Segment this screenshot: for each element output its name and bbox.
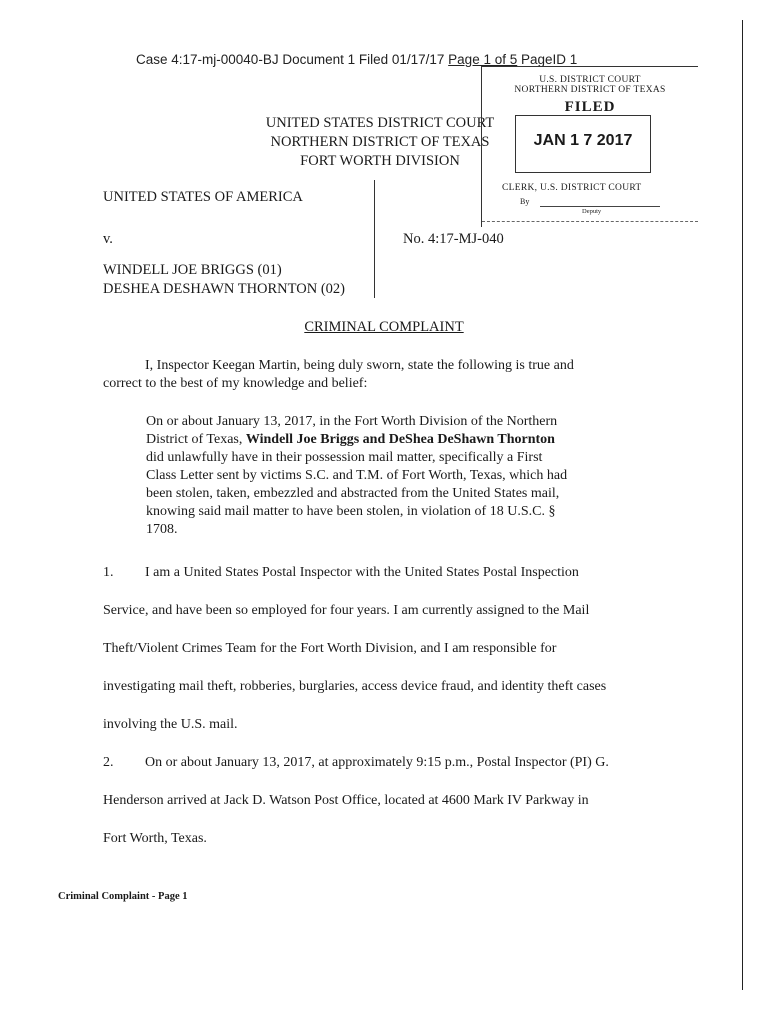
plaintiff: UNITED STATES OF AMERICA bbox=[103, 189, 303, 205]
paragraph-1-line-1: I am a United States Postal Inspector with the United States Postal Inspection bbox=[145, 565, 579, 580]
paragraph-2-line-1: On or about January 13, 2017, at approximately 9:15 p.m., Postal Inspector (PI) G. bbox=[145, 755, 609, 770]
case-line: Case 4:17-mj-00040-BJ Document 1 Filed 01/17/17 bbox=[136, 52, 449, 67]
stamp-clerk: CLERK, U.S. DISTRICT COURT bbox=[502, 183, 642, 193]
court-name: UNITED STATES DISTRICT COURT bbox=[265, 115, 495, 131]
paragraph-1-line-4: investigating mail theft, robberies, burglaries, access device fraud, and identity theft cases bbox=[103, 679, 607, 694]
stamp-court bbox=[482, 75, 698, 95]
paragraph-1-line-3: Theft/Violent Crimes Team for the Fort Worth Division, and I am responsible for bbox=[103, 641, 557, 656]
court-heading bbox=[250, 114, 510, 171]
stamp-signature-line bbox=[540, 206, 660, 207]
page-id: PageID 1 bbox=[517, 52, 578, 67]
intro-line-2: correct to the best of my knowledge and belief: bbox=[103, 376, 368, 391]
paragraph-1-line-2: Service, and have been so employed for four years. I am currently assigned to the Mail bbox=[103, 603, 590, 618]
court-division: FORT WORTH DIVISION bbox=[300, 153, 460, 169]
stamp-by: By bbox=[520, 197, 530, 206]
charge-line-1: On or about January 13, 2017, in the Fort Worth Division of the Northern bbox=[146, 414, 558, 429]
paragraph-2-line-2: Henderson arrived at Jack D. Watson Post Office, located at 4600 Mark IV Parkway in bbox=[103, 793, 589, 808]
paragraph-1-line-5: involving the U.S. mail. bbox=[103, 717, 238, 732]
versus: v. bbox=[103, 231, 113, 247]
charge-line-2-text: District of Texas, bbox=[146, 432, 246, 447]
charge-block bbox=[146, 413, 666, 539]
stamp-filed-label: FILED bbox=[564, 99, 616, 115]
charge-line-7: 1708. bbox=[146, 522, 178, 537]
charge-line-3: did unlawfully have in their possession mail matter, specifically a First bbox=[146, 450, 543, 465]
stamp-court-line2: NORTHERN DISTRICT OF TEXAS bbox=[514, 85, 666, 95]
charge-line-2 bbox=[146, 431, 666, 449]
intro-line-1: I, Inspector Keegan Martin, being duly sworn, state the following is true and bbox=[145, 358, 574, 373]
stamp-date-box bbox=[515, 115, 651, 173]
defendant-names: Windell Joe Briggs and DeShea DeShawn Thornton bbox=[245, 432, 555, 447]
defendant-1: WINDELL JOE BRIGGS (01) bbox=[103, 262, 282, 278]
page-footer: Criminal Complaint - Page 1 bbox=[58, 891, 188, 902]
stamp-deputy: Deputy bbox=[582, 208, 602, 215]
paragraph-1-number: 1. bbox=[103, 565, 114, 580]
court-district: NORTHERN DISTRICT OF TEXAS bbox=[270, 134, 490, 150]
stamp-divider bbox=[482, 221, 698, 222]
scan-edge-line bbox=[742, 20, 743, 990]
charge-line-4: Class Letter sent by victims S.C. and T.M. of Fort Worth, Texas, which had bbox=[146, 468, 568, 483]
paragraph-2-line-3: Fort Worth, Texas. bbox=[103, 831, 207, 846]
paragraph-2-number: 2. bbox=[103, 755, 114, 770]
charge-line-6: knowing said mail matter to have been stolen, in violation of 18 U.S.C. § bbox=[146, 504, 556, 519]
charge-line-5: been stolen, taken, embezzled and abstracted from the United States mail, bbox=[146, 486, 560, 501]
case-number: No. 4:17-MJ-040 bbox=[403, 231, 504, 247]
document-title: CRIMINAL COMPLAINT bbox=[304, 319, 464, 335]
filing-header bbox=[136, 52, 577, 67]
defendant-2: DESHEA DESHAWN THORNTON (02) bbox=[103, 281, 345, 297]
stamp-court-line1: U.S. DISTRICT COURT bbox=[539, 75, 641, 85]
intro-paragraph bbox=[103, 357, 703, 393]
stamp-date: JAN 1 7 2017 bbox=[533, 132, 633, 149]
filed-stamp bbox=[481, 66, 698, 227]
page-info: Page 1 of 5 bbox=[448, 52, 518, 67]
caption-divider bbox=[374, 180, 375, 298]
